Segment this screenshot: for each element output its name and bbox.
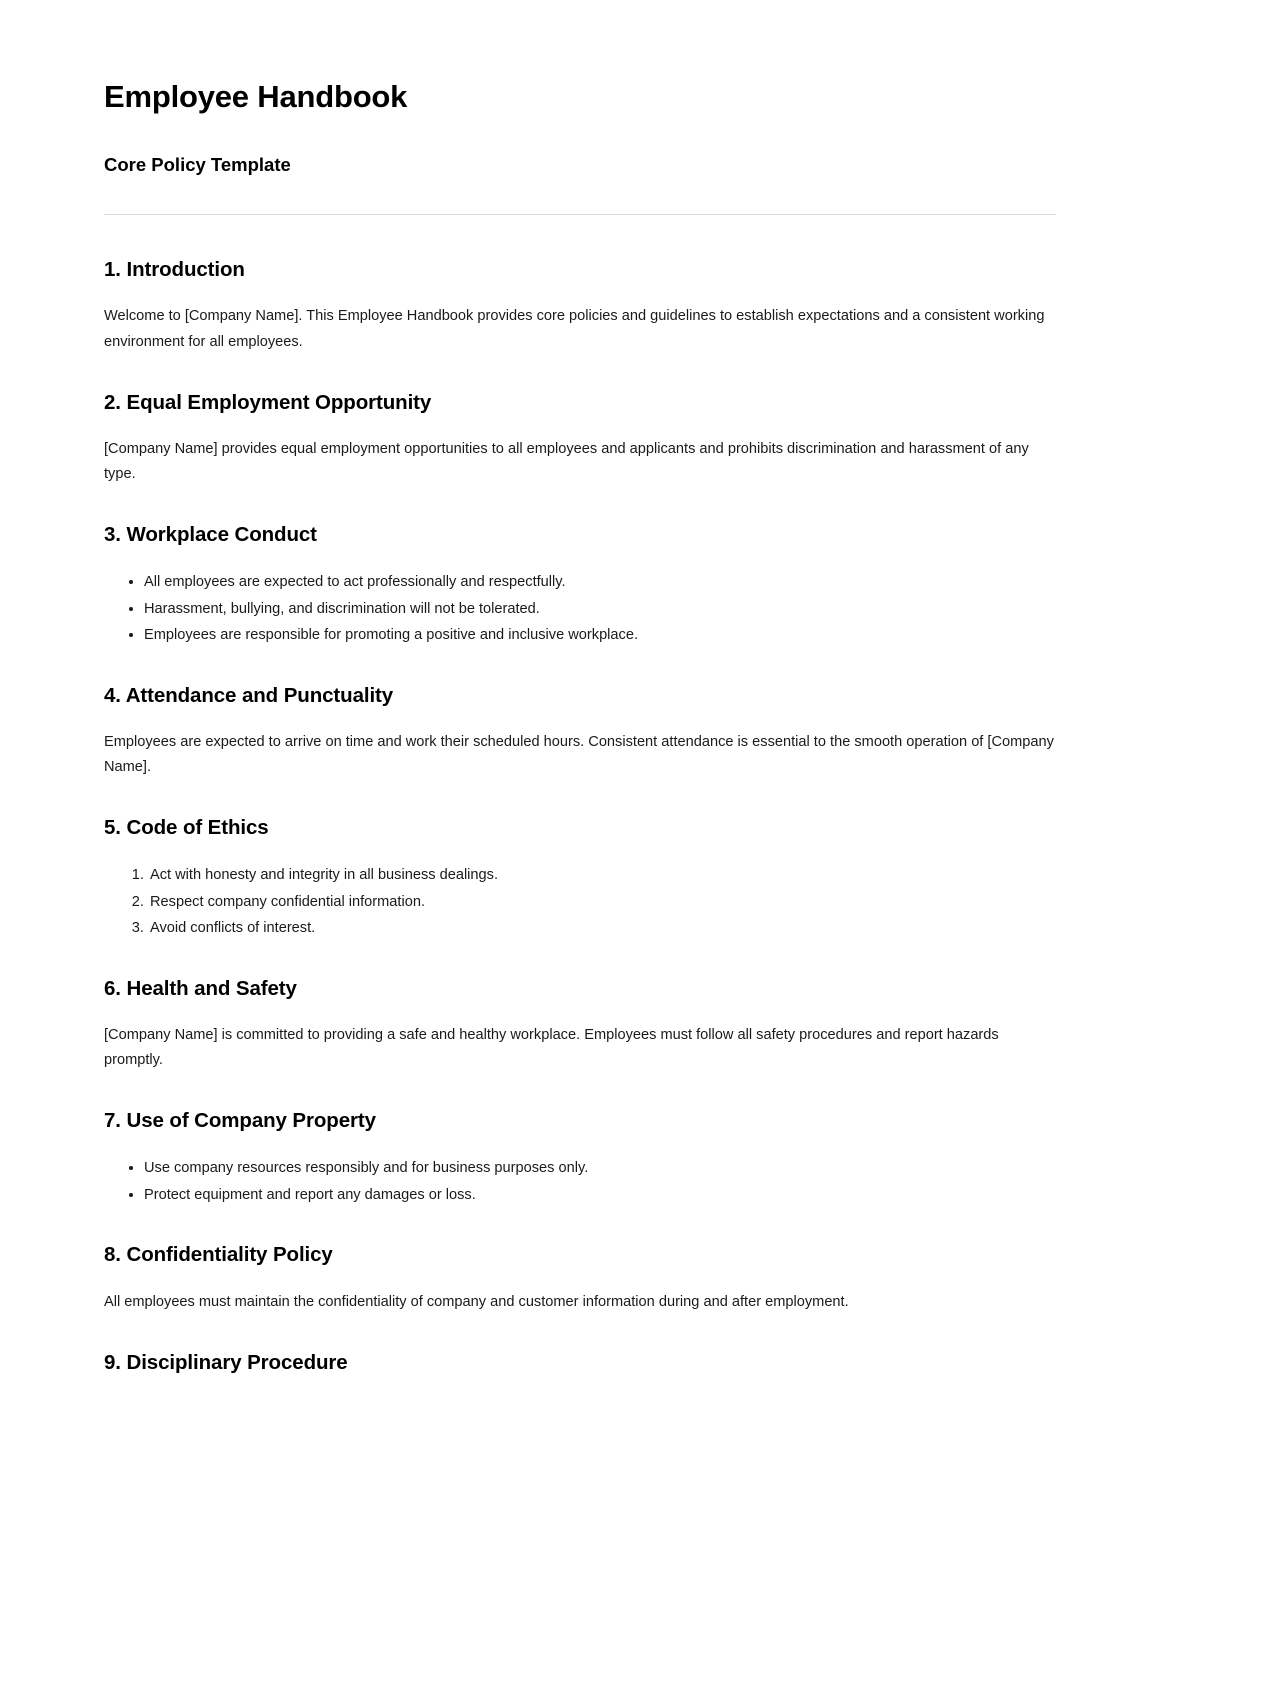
section-health-and-safety bbox=[104, 976, 1155, 1074]
section-workplace-conduct bbox=[104, 522, 1155, 647]
section-heading: 6. Health and Safety bbox=[104, 976, 297, 1000]
section-paragraph: [Company Name] provides equal employment opportunities to all employees and applicants and prohibits discrimination and harassment of any type. bbox=[104, 441, 1029, 483]
section-paragraph: Employees are expected to arrive on time and work their scheduled hours. Consistent attendance is essential to the smooth operation of [Company Name]. bbox=[104, 734, 1054, 776]
section-attendance-and-punctuality bbox=[104, 683, 1155, 781]
bullet-list bbox=[104, 570, 1096, 648]
list-item: 1. Act with honesty and integrity in all business dealings. bbox=[148, 863, 1100, 888]
page-subtitle: Core Policy Template bbox=[104, 153, 291, 175]
section-heading: 1. Introduction bbox=[104, 257, 245, 281]
section-heading: 3. Workplace Conduct bbox=[104, 523, 317, 547]
list-item: • Employees are responsible for promoting a positive and inclusive workplace. bbox=[144, 623, 1096, 648]
section-heading: 7. Use of Company Property bbox=[104, 1109, 376, 1133]
section-paragraph: [Company Name] is committed to providing a safe and healthy workplace. Employees must follow all safety procedures and report hazards promptly. bbox=[104, 1027, 999, 1069]
clipped-heading-container bbox=[104, 1350, 1155, 1376]
list-item: 3. Avoid conflicts of interest. bbox=[148, 916, 1100, 941]
section-use-of-company-property bbox=[104, 1108, 1155, 1207]
section-heading: 2. Equal Employment Opportunity bbox=[104, 390, 432, 414]
section-disciplinary-procedure bbox=[104, 1350, 1155, 1376]
list-item: 2. Respect company confidential information. bbox=[148, 890, 1100, 915]
page-title: Employee Handbook bbox=[104, 79, 408, 114]
section-heading: 4. Attendance and Punctuality bbox=[104, 683, 394, 707]
section-introduction bbox=[104, 257, 1155, 355]
section-equal-employment-opportunity bbox=[104, 390, 1155, 488]
numbered-list bbox=[104, 863, 1100, 941]
section-heading: 5. Code of Ethics bbox=[104, 816, 269, 840]
list-item: • Harassment, bullying, and discrimination will not be tolerated. bbox=[144, 597, 1096, 622]
header-divider bbox=[104, 214, 1056, 215]
list-item: • Use company resources responsibly and for business purposes only. bbox=[144, 1156, 1096, 1181]
section-paragraph: All employees must maintain the confidentiality of company and customer information during and after employment. bbox=[104, 1293, 849, 1310]
section-heading: 9. Disciplinary Procedure bbox=[104, 1350, 348, 1374]
section-code-of-ethics bbox=[104, 815, 1155, 940]
list-item: • All employees are expected to act professionally and respectfully. bbox=[144, 570, 1096, 595]
section-confidentiality-policy bbox=[104, 1242, 1155, 1315]
section-paragraph: Welcome to [Company Name]. This Employee Handbook provides core policies and guidelines to establish expectations and a consistent working environment for all employees. bbox=[104, 308, 1045, 350]
list-item: • Protect equipment and report any damages or loss. bbox=[144, 1183, 1096, 1208]
bullet-list bbox=[104, 1156, 1096, 1207]
section-heading: 8. Confidentiality Policy bbox=[104, 1243, 333, 1267]
